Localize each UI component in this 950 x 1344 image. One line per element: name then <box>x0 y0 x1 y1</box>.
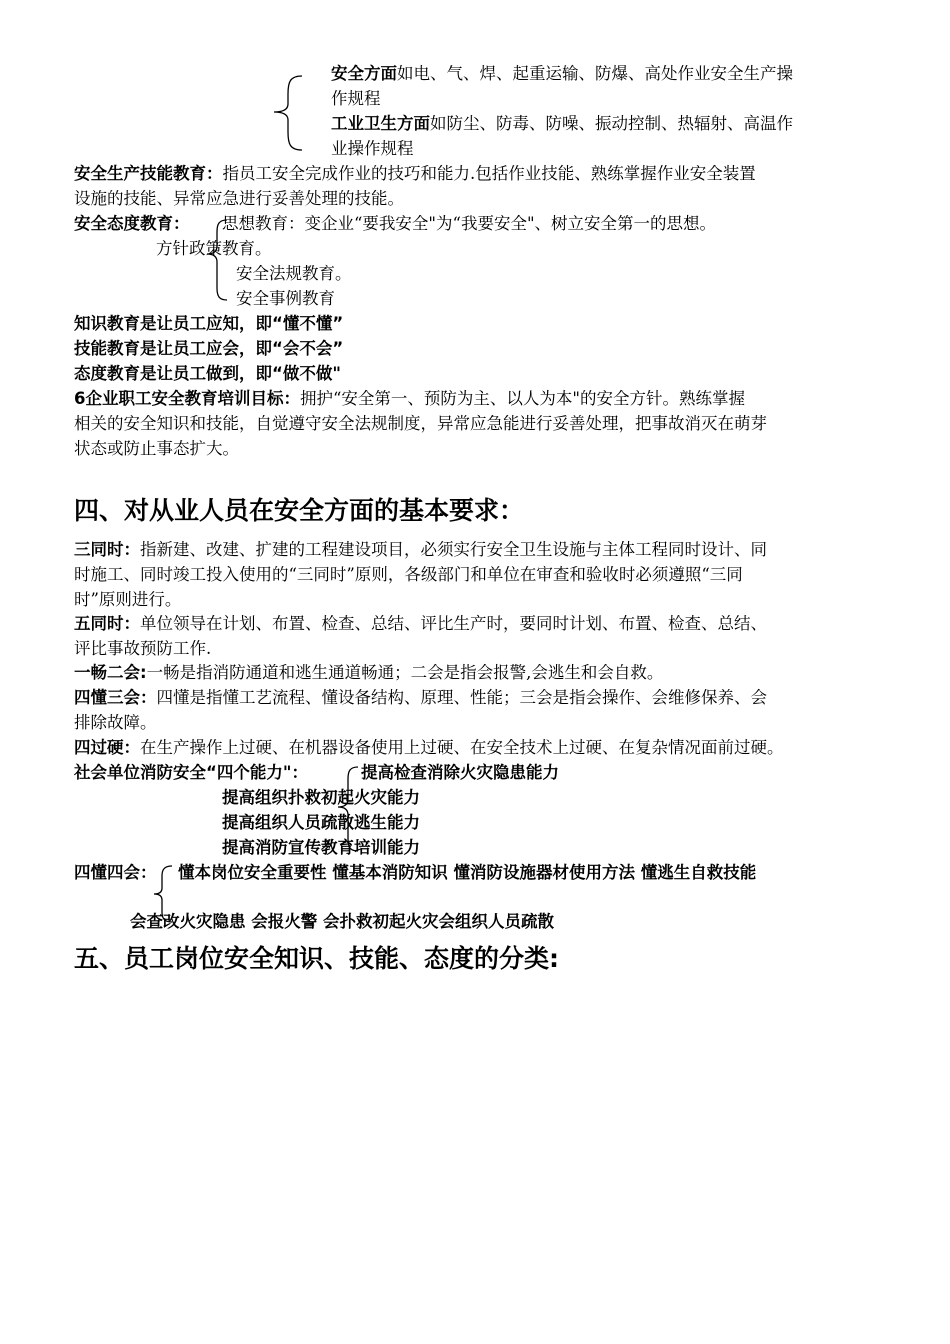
four-hard-label: 四过硬： <box>74 738 140 757</box>
five-same-text: 单位领导在计划、布置、检查、总结、评比生产时，要同时计划、布置、检查、总结、 <box>140 614 767 633</box>
four-abilities-item1: 提高检查消除火灾隐患能力 <box>361 763 559 782</box>
attitude-item-thought: 思想教育：变企业“要我安全"为“我要安全"、树立安全第一的思想。 <box>222 214 717 233</box>
attitude-item-policy: 方针政策教育。 <box>156 239 272 258</box>
section-heading-4: 四、对从业人员在安全方面的基本要求： <box>74 496 525 525</box>
one-two-line <box>74 661 663 685</box>
training-goal-cont1: 相关的安全知识和技能，自觉遵守安全法规制度，异常应急能进行妥善处理，把事故消灭在萌芽 <box>74 414 767 433</box>
skill-edu-cont: 设施的技能、异常应急进行妥善处理的技能。 <box>74 189 404 208</box>
four-abilities-item2: 提高组织扑救初起火灾能力 <box>222 788 420 807</box>
four-four-label: 四懂四会： <box>74 863 157 882</box>
safety-aspect-label: 安全方面 <box>331 64 397 83</box>
summary-attitude: 态度教育是让员工做到，即“做不做" <box>74 364 341 383</box>
safety-aspect-line <box>331 62 793 86</box>
section-heading-5: 五、员工岗位安全知识、技能、态度的分类: <box>74 944 559 973</box>
four-three-label: 四懂三会： <box>74 688 157 707</box>
four-hard-text: 在生产操作上过硬、在机器设备使用上过硬、在安全技术上过硬、在复杂情况面前过硬。 <box>140 738 784 757</box>
hygiene-aspect-line <box>331 112 793 136</box>
attitude-item-law: 安全法规教育。 <box>236 264 352 283</box>
four-abilities-item4: 提高消防宣传教育培训能力 <box>222 838 420 857</box>
training-goal-cont2: 状态或防止事态扩大。 <box>74 439 239 458</box>
hygiene-aspect-text: 如防尘、防毒、防噪、振动控制、热辐射、高温作 <box>430 114 793 133</box>
four-four-line2: 会查改火灾隐患 会报火警 会扑救初起火灾会组织人员疏散 <box>130 912 554 931</box>
summary-knowledge: 知识教育是让员工应知，即“懂不懂” <box>74 314 344 333</box>
four-hard-line <box>74 736 784 760</box>
four-three-line <box>74 686 767 710</box>
attitude-item-case: 安全事例教育 <box>236 289 335 308</box>
hygiene-aspect-cont: 业操作规程 <box>331 139 414 158</box>
training-goal-text: 拥护“安全第一、预防为主、以人为本"的安全方针。熟练掌握 <box>299 389 746 408</box>
one-two-label: 一畅二会: <box>74 663 147 682</box>
hygiene-aspect-label: 工业卫生方面 <box>331 114 430 133</box>
skill-edu-label: 安全生产技能教育： <box>74 164 223 183</box>
three-same-line <box>74 538 767 562</box>
four-abilities-item3: 提高组织人员疏散逃生能力 <box>222 813 420 832</box>
training-goal-label: 6企业职工安全教育培训目标： <box>74 389 300 408</box>
attitude-edu-label: 安全态度教育： <box>74 214 190 233</box>
three-same-cont1: 时施工、同时竣工投入使用的“三同时”原则，各级部门和单位在审查和验收时必须遵照“三同 <box>74 565 743 584</box>
three-same-label: 三同时： <box>74 540 140 559</box>
safety-aspect-text: 如电、气、焊、起重运输、防爆、高处作业安全生产操 <box>397 64 793 83</box>
skill-edu-text: 指员工安全完成作业的技巧和能力.包括作业技能、熟练掌握作业安全装置 <box>222 164 756 183</box>
four-three-cont: 排除故障。 <box>74 713 157 732</box>
skill-edu-line <box>74 162 756 186</box>
curly-brace-1 <box>270 74 310 154</box>
five-same-line <box>74 612 767 636</box>
four-four-line1: 懂本岗位安全重要性 懂基本消防知识 懂消防设施器材使用方法 懂逃生自救技能 <box>178 863 757 882</box>
training-goal-line <box>74 387 745 411</box>
three-same-text: 指新建、改建、扩建的工程建设项目，必须实行安全卫生设施与主体工程同时设计、同 <box>140 540 767 559</box>
safety-aspect-cont: 作规程 <box>331 89 381 108</box>
summary-skill: 技能教育是让员工应会，即“会不会” <box>74 339 344 358</box>
three-same-cont2: 时”原则进行。 <box>74 590 182 609</box>
four-three-text: 四懂是指懂工艺流程、懂设备结构、原理、性能；三会是指会操作、会维修保养、会 <box>156 688 767 707</box>
five-same-cont: 评比事故预防工作. <box>74 639 212 658</box>
one-two-text: 一畅是指消防通道和逃生通道畅通；二会是指会报警,会逃生和会自救。 <box>146 663 664 682</box>
five-same-label: 五同时： <box>74 614 140 633</box>
four-abilities-label: 社会单位消防安全“四个能力"： <box>74 763 308 782</box>
attitude-edu-line <box>74 212 190 236</box>
